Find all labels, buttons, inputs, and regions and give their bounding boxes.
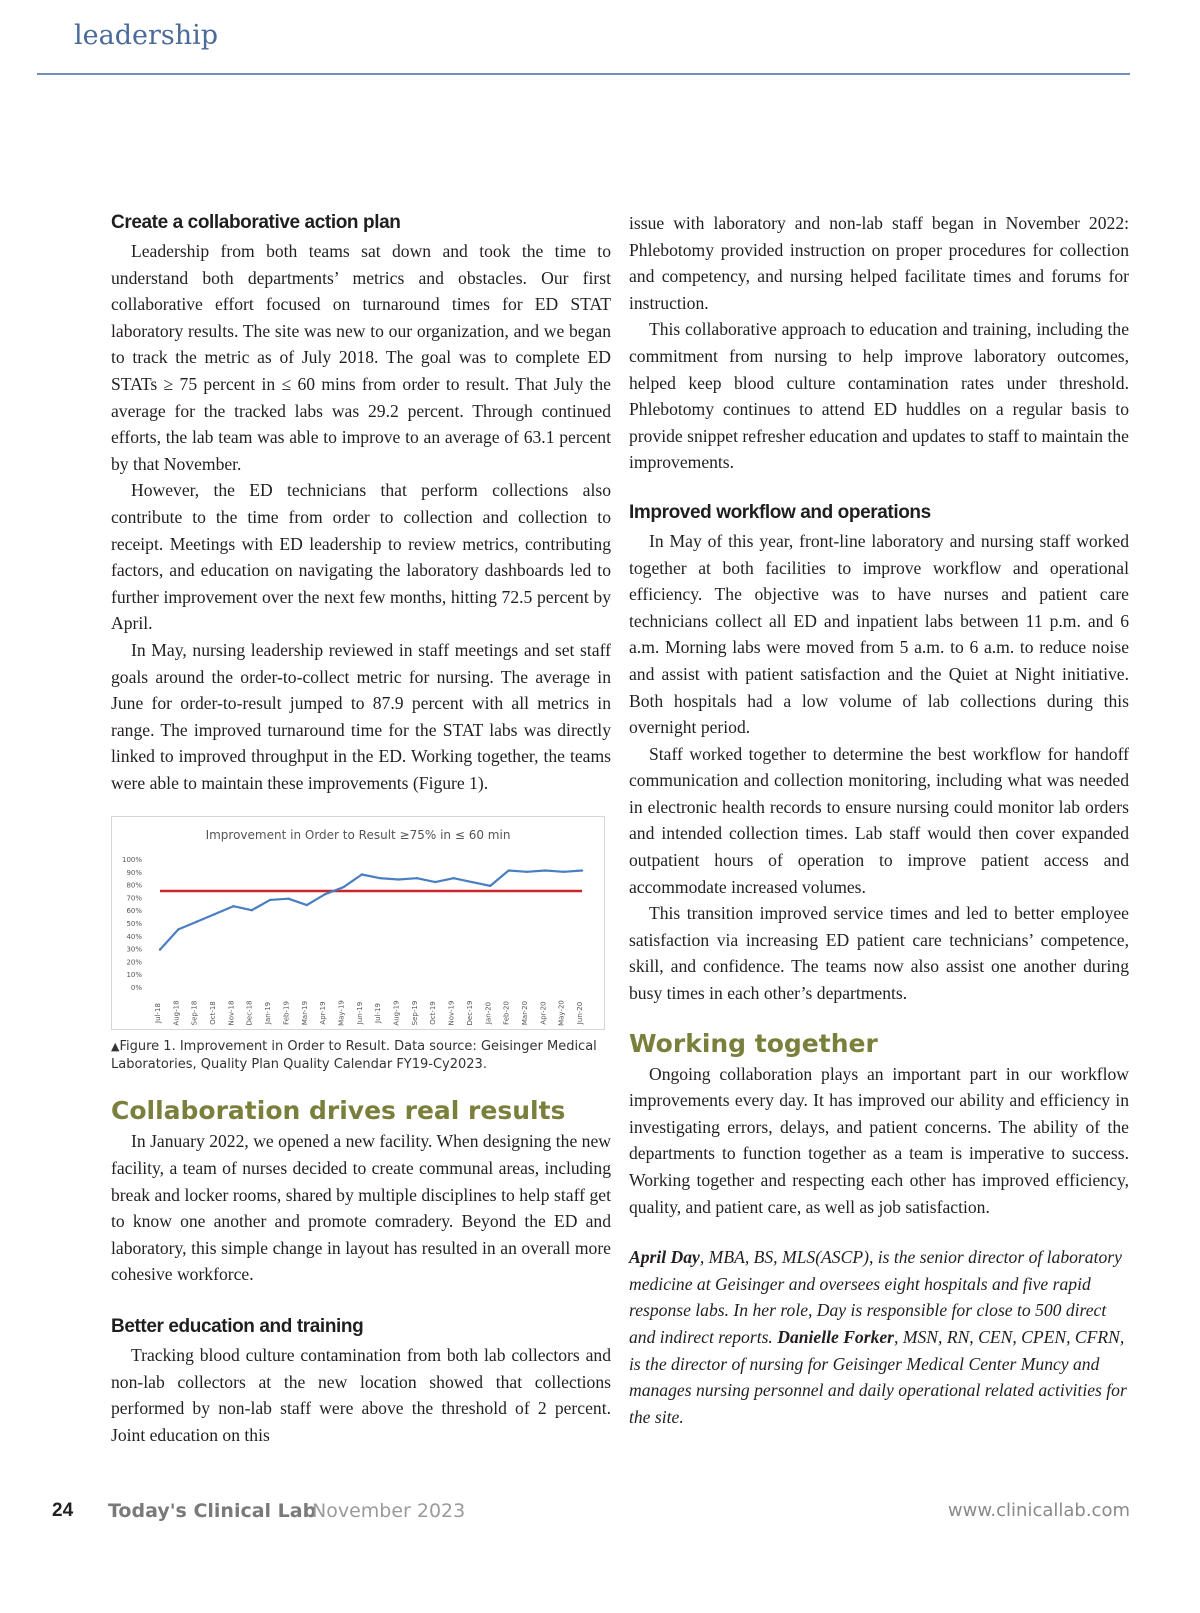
- x-tick-label: Dec-18: [245, 1000, 254, 1026]
- line-chart-svg: [112, 817, 604, 1029]
- chart-title: Improvement in Order to Result ≥75% in ≤ 60 min: [205, 828, 511, 843]
- x-tick-label: Aug-19: [392, 1000, 401, 1027]
- y-tick-label: 40%: [126, 933, 142, 942]
- data-point: [471, 881, 473, 883]
- heading-action-plan: Create a collaborative action plan: [111, 212, 401, 233]
- paragraph: Leadership from both teams sat down and took the time to understand both departments’ metrics and obstacles. Our first collaborative effort focused on turnaround times for ED STAT laboratory results. The site was new to our organization, and we began to track the metric as of July 2018. The goal was to complete ED STATs ≥ 75 percent in ≤ 60 mins from order to result. That July the average for the tracked labs was 29.2 percent. Through continued efforts, the lab team was able to improve to an average of 63.1 percent by that November.: [111, 241, 611, 474]
- x-tick-label: Sep-18: [190, 1001, 199, 1026]
- paragraph: In January 2022, we opened a new facility. When designing the new facility, a team of nurses decided to create communal areas, including break and locker rooms, shared by multiple disciplines to help staff get to know one another and promote comradery. Beyond the ED and laboratory, this simple change in layout has resulted in an overall more cohesive workforce.: [111, 1131, 611, 1285]
- data-point: [544, 870, 546, 872]
- bio-text: , MBA, BS, MLS(ASCP), is the senior director of laboratory medicine at Geisinger and oversees eight hospitals and five rapid response labs. In her role, Day is responsible for close to 500 direct and indirect reports.: [629, 1247, 1122, 1347]
- x-tick-label: Nov-18: [227, 1001, 236, 1026]
- x-tick-label: Jun-20: [576, 1002, 584, 1025]
- data-point: [489, 885, 491, 887]
- paragraph: In May, nursing leadership reviewed in staff meetings and set staff goals around the order-to-collect metric for nursing. The average in June for order-to-result jumped to 87.9 percent with all metrics in range. The improved turnaround time for the STAT labs was directly linked to improved throughput in the ED. Working together, the teams were able to maintain these improvements (Figure 1).: [111, 639, 611, 793]
- y-tick-label: 50%: [126, 920, 142, 929]
- data-point: [526, 871, 528, 873]
- running-head: leadership: [74, 20, 219, 51]
- paragraph: This collaborative approach to education and training, including the commitment from nursing to help improve laboratory outcomes, helped keep blood culture contamination rates under threshold. Phlebotomy continues to attend ED huddles on a regular basis to provide snippet refresher education and updates to staff to maintain the improvements.: [629, 319, 1129, 473]
- data-point: [562, 871, 564, 873]
- author-name: Danielle Forker: [777, 1326, 895, 1347]
- data-point: [159, 949, 161, 951]
- y-tick-label: 30%: [126, 946, 142, 955]
- x-tick-label: May-20: [557, 1000, 566, 1027]
- x-tick-label: Jun-19: [355, 1002, 364, 1025]
- magazine-title: Today's Clinical Lab: [108, 1500, 317, 1522]
- paragraph: Staff worked together to determine the best workflow for handoff communication and collection monitoring, including what was needed in electronic health records to ensure nursing could monitor lab orders and intended collection times. Lab staff would then cover expanded outpatient hours of operation to improve patient access and accommodate increased volumes.: [629, 743, 1129, 897]
- data-point: [397, 879, 399, 881]
- paragraph: Tracking blood culture contamination from both lab collectors and non-lab collectors at the new location showed that collections performed by non-lab staff were above the threshold of 2 percent. Joint education on this: [111, 1345, 611, 1445]
- x-tick-label: Mar-20: [520, 1001, 529, 1026]
- paragraph: issue with laboratory and non-lab staff began in November 2022: Phlebotomy provided instruction on proper procedures for collection and competency, and nursing helped facilitate times and forums for instruction.: [629, 213, 1129, 313]
- data-point: [306, 904, 308, 906]
- right-column: [629, 210, 1129, 1430]
- y-tick-label: 10%: [126, 971, 142, 980]
- y-tick-label: 90%: [126, 869, 142, 878]
- x-tick-label: Jul-19: [374, 1003, 383, 1024]
- data-point: [379, 877, 381, 879]
- data-point: [251, 909, 253, 911]
- x-tick-label: Oct-18: [209, 1001, 218, 1026]
- page-number: 24: [52, 1500, 74, 1521]
- issue-date: November 2023: [312, 1500, 466, 1522]
- data-point: [214, 913, 216, 915]
- data-point: [507, 870, 509, 872]
- x-tick-label: Dec-19: [465, 1000, 474, 1026]
- data-point: [232, 906, 234, 908]
- header-rule: [37, 73, 1130, 75]
- author-name: April Day: [629, 1247, 700, 1268]
- left-column: [111, 210, 611, 1448]
- data-point: [269, 899, 271, 901]
- data-point: [452, 877, 454, 879]
- x-tick-label: Apr-20: [539, 1001, 548, 1026]
- data-point: [416, 877, 418, 879]
- x-tick-label: Sep-19: [410, 1001, 419, 1026]
- data-point: [177, 929, 179, 931]
- heading-working-together: Working together: [629, 1028, 878, 1058]
- paragraph: This transition improved service times and led to better employee satisfaction via increasing ED patient care technicians’ competence, skill, and confidence. The teams now also assist one another during busy times in each other’s departments.: [629, 903, 1129, 1004]
- y-tick-label: 20%: [126, 958, 142, 967]
- paragraph: However, the ED technicians that perform collections also contribute to the time from order to collection and collection to receipt. Meetings with ED leadership to review metrics, contributing factors, and education on navigating the laboratory dashboards led to further improvement over the next few months, hitting 72.5 percent by April.: [111, 480, 611, 634]
- paragraph: Ongoing collaboration plays an important part in our workflow improvements every day. It has improved our ability and efficiency in investigating errors, delays, and patient concerns. The ability of the departments to function together as a team is imperative to success. Working together and respecting each other has improved efficiency, quality, and patient care, as well as job satisfaction.: [629, 1063, 1129, 1217]
- heading-workflow-operations: Improved workflow and operations: [629, 501, 931, 523]
- x-tick-label: Feb-19: [282, 1001, 291, 1026]
- caption-text: Figure 1. Improvement in Order to Result. Data source: Geisinger Medical Laboratories, Quality Plan Quality Calendar FY19-Cy2023.: [111, 1039, 597, 1073]
- x-tick-label: Apr-19: [319, 1001, 328, 1026]
- data-point: [195, 921, 197, 923]
- paragraph: In May of this year, front-line laboratory and nursing staff worked together at both facilities to improve workflow and operational efficiency. The objective was to have nurses and patient care technicians collect all ED and inpatient labs between 11 p.m. and 6 a.m. Morning labs were moved from 5 a.m. to 6 a.m. to reduce noise and assist with patient satisfaction and the Quiet at Night initiative. Both hospitals had a low volume of lab collections during this overnight period.: [629, 530, 1129, 738]
- x-tick-label: Mar-19: [300, 1001, 309, 1026]
- data-point: [434, 881, 436, 883]
- figure-1-chart: [111, 816, 605, 1030]
- data-point: [342, 886, 344, 888]
- heading-collaboration-results: Collaboration drives real results: [111, 1096, 566, 1126]
- figure-caption: [111, 1038, 611, 1074]
- data-point: [324, 893, 326, 895]
- x-tick-label: Feb-20: [502, 1001, 511, 1026]
- y-tick-label: 100%: [121, 856, 142, 865]
- y-tick-label: 80%: [126, 882, 142, 891]
- up-triangle-icon: ▲: [111, 1040, 120, 1054]
- data-point: [361, 874, 363, 876]
- author-bio: [629, 1244, 1129, 1430]
- heading-education-training: Better education and training: [111, 1316, 364, 1338]
- y-tick-label: 0%: [130, 984, 142, 993]
- bio-text: , MSN, RN, CEN, CPEN, CFRN, is the director of nursing for Geisinger Medical Center Muncy and manages nursing personnel and daily operational related activities for the site.: [629, 1326, 1127, 1427]
- x-tick-label: Jan-19: [264, 1002, 273, 1025]
- data-point: [581, 870, 583, 872]
- x-tick-label: Jan-20: [484, 1002, 493, 1025]
- data-point: [287, 898, 289, 900]
- x-tick-label: Nov-19: [447, 1001, 456, 1026]
- x-tick-label: Oct-19: [429, 1001, 438, 1026]
- y-tick-label: 70%: [126, 894, 142, 903]
- page-footer: [52, 1500, 1130, 1530]
- x-tick-label: May-19: [337, 1000, 346, 1027]
- x-tick-label: Aug-18: [172, 1000, 181, 1027]
- y-tick-label: 60%: [126, 907, 142, 916]
- series-line: [160, 871, 582, 950]
- x-tick-label: Jul-18: [154, 1003, 162, 1024]
- website-url: www.clinicallab.com: [947, 1500, 1130, 1521]
